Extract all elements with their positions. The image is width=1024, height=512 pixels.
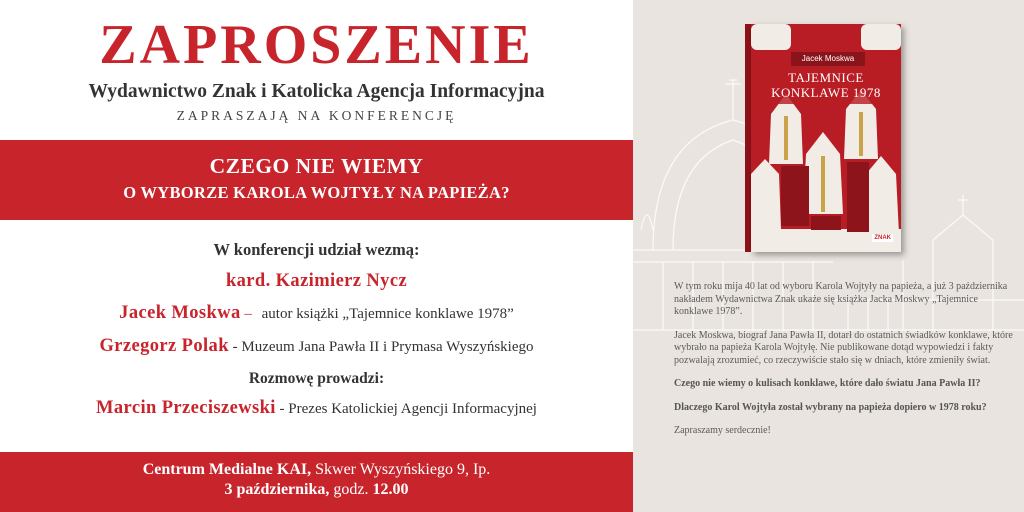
participant-name: Marcin Przeciszewski [96,398,276,418]
time-label: godz. [329,481,373,498]
participant-moskwa [0,303,633,324]
page-title: ZAPROSZENIE [99,14,534,76]
publisher-logo: ZNAK [874,235,891,241]
book-cover [751,24,901,252]
event-date: 3 października, [224,481,330,498]
question-2: Dlaczego Karol Wojtyła został wybrany na papieża dopiero w 1978 roku? [674,401,987,413]
topic-line-1: CZEGO NIE WIEMY [209,154,424,178]
venue-banner [0,452,633,512]
topic-line-2: O WYBORZE KAROLA WOJTYŁY NA PAPIEŻA? [123,183,510,202]
participant-polak [0,336,633,357]
description-paragraph: Jacek Moskwa, biograf Jana Pawła II, dotarł do ostatnich świadków konklawe, które wybrało na papieża Karola Wojtyłę. Nie publikowane dotąd wypowiedzi i fakty pozwalają zrozumieć, co rzeczywiście stało się w dniach, które zmieniły świat. [674,329,1013,366]
book-title [751,70,901,100]
participant-przeciszewski [0,398,633,419]
participant-name: Jacek Moskwa [119,303,241,323]
participant-name: Grzegorz Polak [99,336,229,356]
host-label: Rozmowę prowadzi: [248,370,385,387]
book-title-line-2: KONKLAWE 1978 [771,85,881,100]
organizers-line: Wydawnictwo Znak i Katolicka Agencja Informacyjna [88,81,545,102]
question-1: Czego nie wiemy o kulisach konklawe, które dało światu Jana Pawła II? [674,378,981,389]
topic-banner [0,140,633,220]
participant-role: - Muzeum Jana Pawła II i Prymasa Wyszyńskiego [228,339,534,355]
book-author: Jacek Moskwa [791,52,865,66]
participant-role: - Prezes Katolickiej Agencji Informacyjnej [275,401,537,417]
book-panel [633,0,1024,512]
participants-intro: W konferencji udział wezmą: [213,240,420,259]
invite-line: ZAPRASZAJĄ NA KONFERENCJĘ [176,108,457,123]
separator: – [240,306,256,322]
book-title-line-1: TAJEMNICE [788,70,864,85]
closing-line: Zapraszamy serdecznie! [674,425,771,436]
book-image [745,24,901,252]
book-description [674,281,1014,449]
venue-datetime [0,481,633,499]
description-paragraph: W tym roku mija 40 lat od wyboru Karola Wojtyły na papieża, a już 3 października nakładem Wydawnictwa Znak ukaże się książka Jacka Moskwy „Tajemnice konklawe 1978”. [674,281,1008,317]
participant-role: autor książki „Tajemnice konklawe 1978” [261,306,514,322]
venue-place [0,461,633,479]
venue-name: Centrum Medialne KAI, [142,461,312,478]
venue-address: Skwer Wyszyńskiego 9, Ip. [311,461,491,478]
event-time: 12.00 [372,481,409,498]
participant-nycz: kard. Kazimierz Nycz [225,271,408,291]
